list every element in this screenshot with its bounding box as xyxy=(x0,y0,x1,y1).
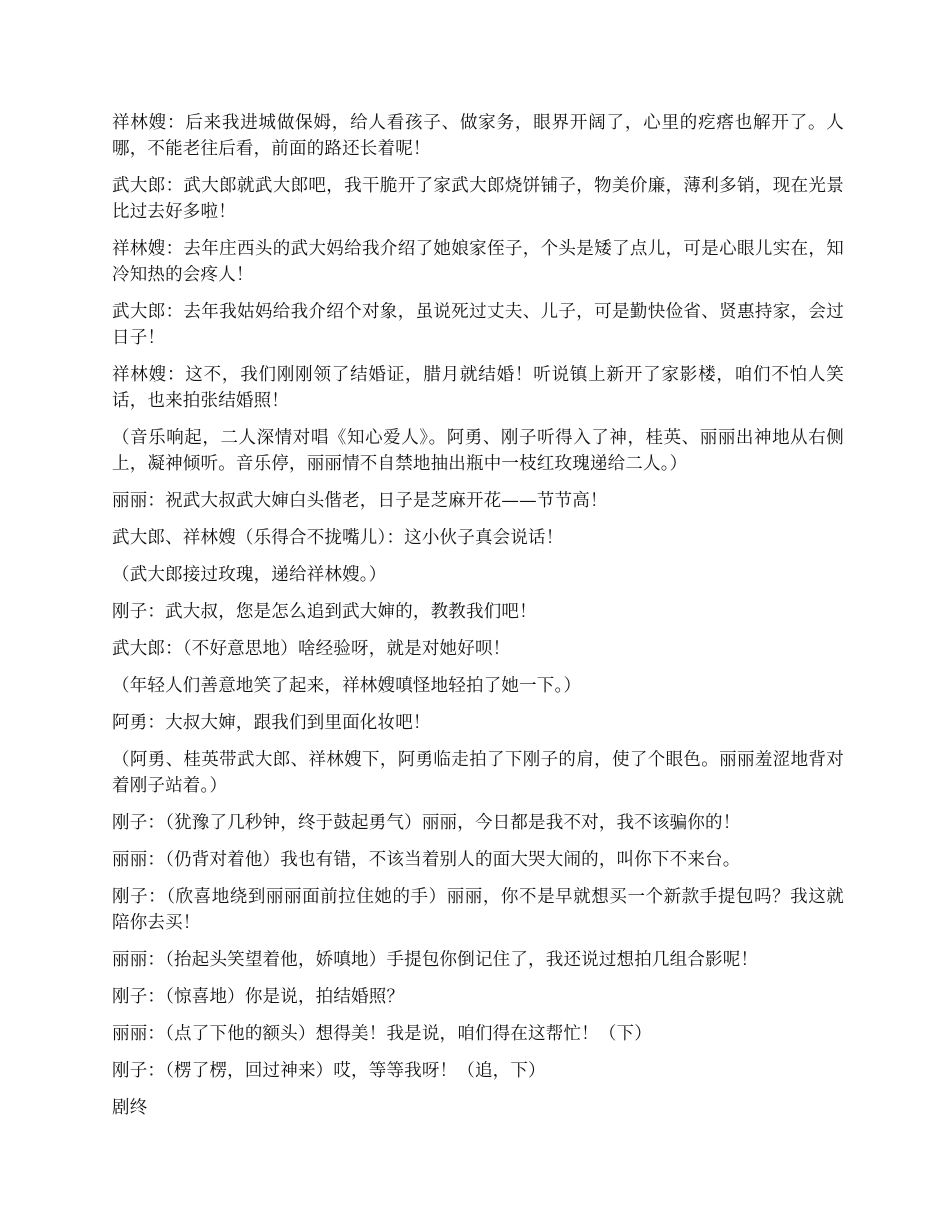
paragraph-22-ending: 剧终 xyxy=(112,1098,148,1118)
paragraph-12: （年轻人们善意地笑了起来，祥林嫂嗔怪地轻拍了她一下。） xyxy=(112,676,582,696)
document-page xyxy=(112,110,844,1132)
paragraph-9: （武大郎接过玫瑰，递给祥林嫂。） xyxy=(112,565,387,585)
paragraph-1: 祥林嫂：后来我进城做保姆，给人看孩子、做家务，眼界开阔了，心里的疙瘩也解开了。人哪，不能老往后看，前面的路还长着呢！ xyxy=(112,113,844,159)
paragraph-6: （音乐响起，二人深情对唱《知心爱人》。阿勇、刚子听得入了神，桂英、丽丽出神地从右侧上，凝神倾听。音乐停，丽丽情不自禁地抽出瓶中一枝红玫瑰递给二人。） xyxy=(112,428,844,474)
paragraph-17: 刚子：（欣喜地绕到丽丽面前拉住她的手）丽丽，你不是早就想买一个新款手提包吗？我这就陪你去买！ xyxy=(112,887,844,933)
paragraph-20: 丽丽：（点了下他的额头）想得美！我是说，咱们得在这帮忙！（下） xyxy=(112,1024,652,1044)
paragraph-16: 丽丽：（仍背对着他）我也有错，不该当着别人的面大哭大闹的，叫你下不来台。 xyxy=(112,850,741,870)
paragraph-13: 阿勇：大叔大婶，跟我们到里面化妆吧！ xyxy=(112,713,431,733)
paragraph-2: 武大郎：武大郎就武大郎吧，我干脆开了家武大郎烧饼铺子，物美价廉，薄利多销，现在光景比过去好多啦！ xyxy=(112,176,844,222)
paragraph-7: 丽丽：祝武大叔武大婶白头偕老，日子是芝麻开花——节节高！ xyxy=(112,491,608,511)
paragraph-10: 刚子：武大叔，您是怎么追到武大婶的，教教我们吧！ xyxy=(112,602,537,622)
paragraph-14: （阿勇、桂英带武大郎、祥林嫂下，阿勇临走拍了下刚子的肩，使了个眼色。丽丽羞涩地背对着刚子站着。） xyxy=(112,750,844,796)
paragraph-15: 刚子：（犹豫了几秒钟，终于鼓起勇气）丽丽，今日都是我不对，我不该骗你的！ xyxy=(112,813,741,833)
paragraph-18: 丽丽：（抬起头笑望着他，娇嗔地）手提包你倒记住了，我还说过想拍几组合影呢！ xyxy=(112,950,759,970)
paragraph-5: 祥林嫂：这不，我们刚刚领了结婚证，腊月就结婚！听说镇上新开了家影楼，咱们不怕人笑话，也来拍张结婚照！ xyxy=(112,365,844,411)
paragraph-3: 祥林嫂：去年庄西头的武大妈给我介绍了她娘家侄子，个头是矮了点儿，可是心眼儿实在，知冷知热的会疼人！ xyxy=(112,239,844,285)
paragraph-8: 武大郎、祥林嫂（乐得合不拢嘴儿）：这小伙子真会说话！ xyxy=(112,528,564,548)
paragraph-21: 刚子：（楞了楞，回过神来）哎，等等我呀！（追，下） xyxy=(112,1061,546,1081)
paragraph-4: 武大郎：去年我姑妈给我介绍个对象，虽说死过丈夫、儿子，可是勤快俭省、贤惠持家，会过日子！ xyxy=(112,302,844,348)
paragraph-19: 刚子：（惊喜地）你是说，拍结婚照？ xyxy=(112,987,405,1007)
paragraph-11: 武大郎：（不好意思地）啥经验呀，就是对她好呗！ xyxy=(112,639,511,659)
